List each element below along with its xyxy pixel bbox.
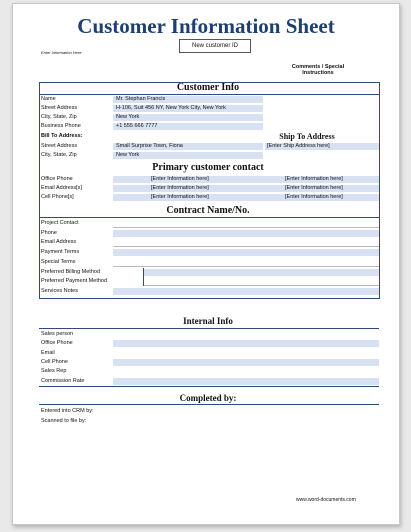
internal-rule	[39, 328, 379, 329]
page-title: Customer Information Sheet	[77, 14, 335, 38]
contract-row-line	[113, 227, 379, 228]
contract-row-band	[113, 288, 379, 295]
frame-left	[39, 82, 40, 298]
internal-row-band	[113, 378, 379, 385]
bill-row-label: Street Address	[41, 143, 78, 149]
contact-row-label: Cell Phone[s]	[41, 194, 74, 200]
contact-row-value[interactable]: [Enter Information here]	[285, 185, 343, 191]
internal-row-label: Commission Rate	[41, 378, 85, 384]
completed-row-label: Entered into CRM by:	[41, 408, 94, 414]
contract-row-line	[113, 246, 379, 247]
new-customer-id-field[interactable]: New customer ID	[179, 39, 251, 53]
bill-row-value[interactable]: New York	[116, 152, 140, 158]
customer-row-label: City, State, Zip	[41, 114, 77, 120]
customer-info-rule	[39, 94, 379, 95]
frame-right	[379, 82, 380, 298]
contact-row-label: Email Address[s]	[41, 185, 82, 191]
internal-row-band	[113, 340, 379, 347]
internal-bottom-rule	[39, 386, 379, 387]
contract-row-label: Email Address	[41, 239, 77, 245]
contract-row-line	[143, 285, 379, 286]
bill-to-label: Bill To Address:	[41, 133, 83, 139]
contract-row-label: Payment Terms	[41, 249, 80, 255]
internal-row-label: Sales Rep	[41, 368, 67, 374]
customer-row-value[interactable]: H-106, Suit 456 NY, New York City, New York	[116, 105, 226, 111]
section-primary-contact: Primary customer contact	[152, 162, 264, 173]
bill-row-value[interactable]: Small Surprise Town, Fiona	[116, 143, 183, 149]
contract-row-band	[143, 269, 379, 276]
contract-row-label: Preferred Billing Method	[41, 269, 101, 275]
footer-url: www.word-documents.com	[296, 497, 356, 503]
contract-row-label: Phone	[41, 230, 57, 236]
billing-divider	[143, 268, 144, 286]
completed-rule	[39, 404, 379, 405]
contract-row-label: Preferred Payment Method	[41, 278, 108, 284]
section-completed-by: Completed by:	[179, 393, 237, 403]
section-contract: Contract Name/No.	[166, 205, 250, 216]
frame-bottom	[39, 298, 380, 299]
contact-row-value[interactable]: [Enter Information here]	[151, 185, 209, 191]
contact-row-value[interactable]: [Enter Information here]	[151, 194, 209, 200]
contract-row-label: Services Notes	[41, 288, 78, 294]
contract-row-label: Special Terms	[41, 259, 76, 265]
customer-row-label: Business Phone	[41, 123, 81, 129]
bill-row-label: City, State, Zip	[41, 152, 77, 158]
customer-row-label: Name	[41, 96, 56, 102]
comments-header: Comments / Special Instructions	[291, 64, 345, 76]
customer-row-value[interactable]: Mr. Stephan Francis	[116, 96, 166, 102]
contact-row-value[interactable]: [Enter Information here]	[285, 194, 343, 200]
section-customer-info: Customer Info	[176, 82, 240, 93]
internal-row-label: Office Phone	[41, 340, 73, 346]
contact-row-value[interactable]: [Enter Information here]	[285, 176, 343, 182]
contract-row-line	[113, 266, 379, 267]
completed-row-label: Scanned to file by:	[41, 418, 87, 424]
document-page	[12, 3, 400, 525]
contact-row-label: Office Phone	[41, 176, 73, 182]
customer-row-value[interactable]: New York	[116, 114, 140, 120]
customer-row-label: Street Address	[41, 105, 78, 111]
internal-row-band	[113, 359, 379, 366]
enter-info-note: Enter Information Here	[41, 50, 82, 55]
ship-address-input[interactable]: [Enter Ship Address here]	[267, 143, 330, 149]
customer-row-value[interactable]: +1 555 666 7777	[116, 123, 158, 129]
internal-row-label: Cell Phone	[41, 359, 68, 365]
internal-row-label: Email	[41, 350, 55, 356]
contact-row-value[interactable]: [Enter Information here]	[151, 176, 209, 182]
contract-row-label: Project Contact	[41, 220, 79, 226]
section-internal-info: Internal Info	[183, 316, 233, 326]
contract-row-band	[113, 249, 379, 256]
contract-row-band	[113, 230, 379, 237]
contract-rule	[39, 217, 379, 218]
internal-row-label: Sales person	[41, 331, 74, 337]
ship-to-header: Ship To Address	[279, 132, 335, 141]
